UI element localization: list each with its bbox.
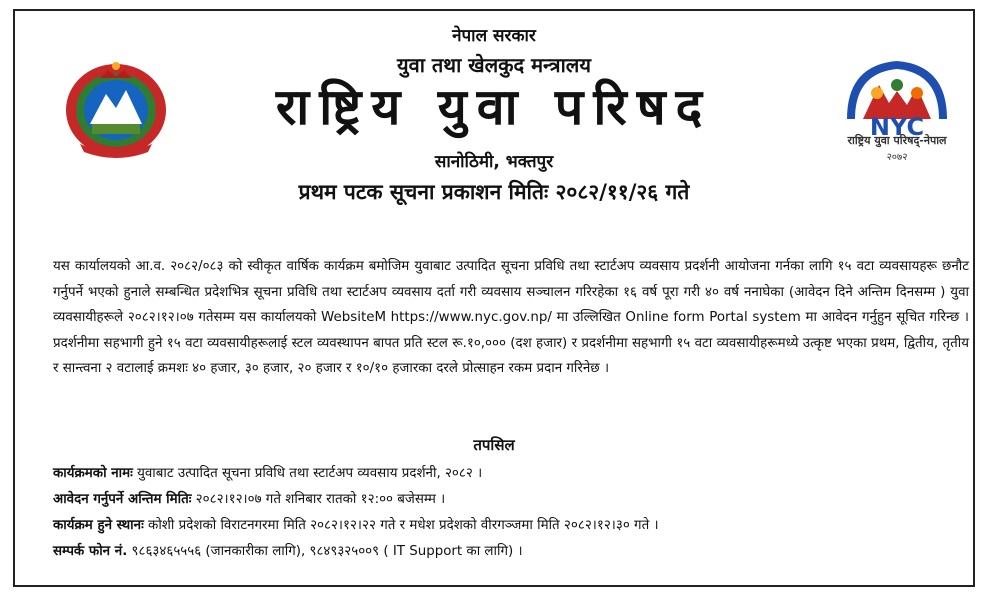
details-heading: तपसिल xyxy=(473,436,515,454)
nyc-logo-caption: राष्ट्रिय युवा परिषद्-नेपाल xyxy=(847,134,947,147)
nepal-emblem-icon xyxy=(60,56,172,162)
ministry-title: युवा तथा खेलकुद मन्त्रालय xyxy=(397,53,591,77)
government-title: नेपाल सरकार xyxy=(452,26,536,46)
detail-label: कार्यक्रम हुने स्थानः xyxy=(53,518,144,533)
detail-value: कोशी प्रदेशको विराटनगरमा मिति २०८२।१२।२२ गते र मधेश प्रदेशको वीरगञ्जमा मिति २०८२।१२।३० गते । xyxy=(143,518,659,533)
detail-value: युवाबाट उत्पादित सूचना प्रविधि तथा स्टार्टअप व्यवसाय प्रदर्शनी, २०८२ । xyxy=(132,466,483,481)
notice-frame xyxy=(13,9,975,587)
detail-label: आवेदन गर्नुपर्ने अन्तिम मितिः xyxy=(53,492,192,507)
detail-program-name xyxy=(53,463,968,481)
detail-deadline xyxy=(53,489,968,507)
detail-label: कार्यक्रमको नामः xyxy=(53,466,133,481)
notice-date-heading: प्रथम पटक सूचना प्रकाशन मितिः २०८२/११/२६ गते xyxy=(298,180,690,204)
council-title: राष्ट्रिय युवा परिषद xyxy=(275,78,713,136)
nyc-logo-letters: NYC xyxy=(869,113,925,141)
detail-venue xyxy=(53,515,968,533)
office-address: सानोठिमी, भक्तपुर xyxy=(434,152,554,172)
nyc-logo-year: २०७२ xyxy=(886,152,908,163)
detail-value: ९८६३४६५५५६ (जानकारीका लागि), ९८४९३२५००९ ( IT Support का लागि) । xyxy=(127,544,523,559)
detail-contact xyxy=(53,541,968,559)
notice-body: यस कार्यालयको आ.व. २०८२/०८३ को स्वीकृत वार्षिक कार्यक्रम बमोजिम युवाबाट उत्पादित सूचना प्रविधि तथा स्टार्टअप व्यवसाय प्रदर्शनी आयोजना गर्नका लागि १५ वटा व्यवसायहरू छनौट गर्नुपर्ने भएको हुनाले सम्बन्धित प्रदेशभित्र सूचना प्रविधि तथा स्टार्टअप व्यवसाय दर्ता गरी व्यवसाय सञ्चालन गरिरहेका १६ वर्ष पूरा गरी ४० वर्ष ननाघेका (आवेदन दिने अन्तिम दिनसम्म ) युवा व्यवसायीहरूले २०८२।१२।०७ गतेसम्म यस कार्यालयको WebsiteM https://www.nyc.gov.np/ मा उल्लिखित Online form Portal system मा आवेदन गर्नुहुन सूचित गरिन्छ । प्रदर्शनीमा सहभागी हुने १५ वटा व्यवसायीहरूलाई स्टल व्यवस्थापन बापत प्रति स्टल रू.१०,००० (दश हजार) र प्रदर्शनीमा सहभागी १५ वटा व्यवसायीहरूमध्ये उत्कृष्ट भएका प्रथम, द्वितीय, तृतीय र सान्त्वना २ वटालाई क्रमशः ४० हजार, ३० हजार, २० हजार र १०/१० हजारका दरले प्रोत्साहन रकम प्रदान गरिनेछ । xyxy=(53,259,969,376)
detail-value: २०८२।१२।०७ गते शनिबार रातको १२:०० बजेसम्म । xyxy=(191,492,446,507)
detail-label: सम्पर्क फोन नं. xyxy=(53,544,128,559)
nyc-logo-icon xyxy=(833,51,961,193)
